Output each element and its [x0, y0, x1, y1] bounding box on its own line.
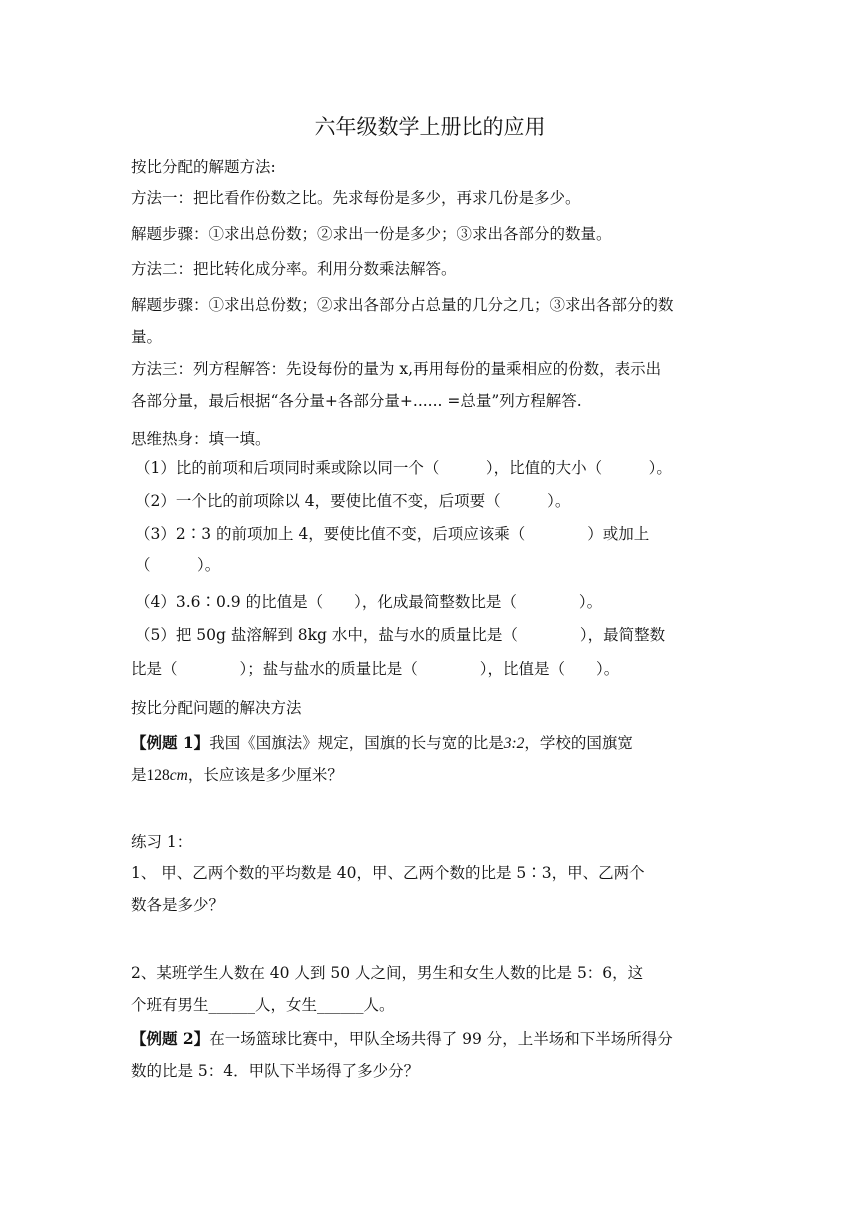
example-2-line2: 数的比是 5：4．甲队下半场得了多少分？ — [131, 1062, 420, 1080]
practice-1-problem-1-line1: 1、 甲、乙两个数的平均数是 40，甲、乙两个数的比是 5∶3，甲、乙两个 — [131, 864, 645, 882]
example-1-text-c: 是 — [131, 766, 147, 784]
method-three-line1: 方法三：列方程解答：先设每份的量为 x,再用每份的量乘相应的份数，表示出 — [131, 360, 662, 378]
method-three-line2: 各部分量，最后根据“各分量+各部分量+...... =总量”列方程解答. — [131, 392, 582, 410]
example-1-width-value: 128 — [146, 767, 170, 784]
method-two-steps-line1: 解题步骤：①求出总份数；②求出各部分占总量的几分之几；③求出各部分的数 — [131, 296, 674, 314]
example-1-width-unit: cm — [169, 767, 188, 784]
example-1-text-d: ，长应该是多少厘米？ — [187, 766, 343, 784]
example-1-line2 — [131, 763, 343, 788]
example-1-text-a: 我国《国旗法》规定，国旗的长与宽的比是 — [209, 734, 504, 752]
method-one: 方法一：把比看作份数之比。先求每份是多少，再求几份是多少。 — [131, 189, 581, 207]
example-2-tag: 【例题 2】 — [131, 1029, 210, 1048]
method-two: 方法二：把比转化成分率。利用分数乘法解答。 — [131, 260, 457, 278]
practice-1-problem-2-line1: 2、某班学生人数在 40 人到 50 人之间，男生和女生人数的比是 5：6，这 — [131, 964, 644, 982]
question-5-line1: （5）把 50g 盐溶解到 8kg 水中，盐与水的质量比是（ ），最简整数 — [135, 626, 666, 644]
page-title: 六年级数学上册比的应用 — [314, 115, 546, 139]
question-5-line2: 比是（ ）；盐与盐水的质量比是（ ），比值是（ ）。 — [131, 660, 620, 678]
question-3-line2: （ ）。 — [135, 556, 221, 574]
question-3-line1: （3）2∶3 的前项加上 4，要使比值不变，后项应该乘（ ）或加上 — [135, 525, 650, 543]
example-2-line1 — [131, 1027, 673, 1051]
example-1-ratio: 3:2 — [503, 735, 525, 752]
example-2-text-a: 在一场篮球比赛中，甲队全场共得了 99 分，上半场和下半场所得分 — [209, 1030, 673, 1048]
example-1-tag: 【例题 1】 — [131, 733, 210, 752]
warmup-heading: 思维热身：填一填。 — [131, 430, 271, 448]
example-1-text-b: ，学校的国旗宽 — [524, 734, 633, 752]
practice-1-heading: 练习 1： — [131, 833, 193, 851]
practice-1-problem-1-line2: 数各是多少？ — [131, 896, 225, 914]
question-1: （1）比的前项和后项同时乘或除以同一个（ ），比值的大小（ ）。 — [135, 459, 672, 477]
section-heading-method: 按比分配的解题方法: — [131, 158, 276, 176]
section-heading-solve: 按比分配问题的解决方法 — [131, 699, 302, 717]
method-two-steps-line2: 量。 — [131, 328, 163, 346]
practice-1-problem-2-line2: 个班有男生______人，女生______人。 — [131, 996, 395, 1014]
method-one-steps: 解题步骤：①求出总份数；②求出一份是多少；③求出各部分的数量。 — [131, 225, 612, 243]
question-4: （4）3.6∶0.9 的比值是（ ），化成最简整数比是（ ）。 — [135, 593, 603, 611]
question-2: （2）一个比的前项除以 4，要使比值不变，后项要（ ）。 — [135, 492, 571, 510]
example-1-line1 — [131, 731, 633, 756]
